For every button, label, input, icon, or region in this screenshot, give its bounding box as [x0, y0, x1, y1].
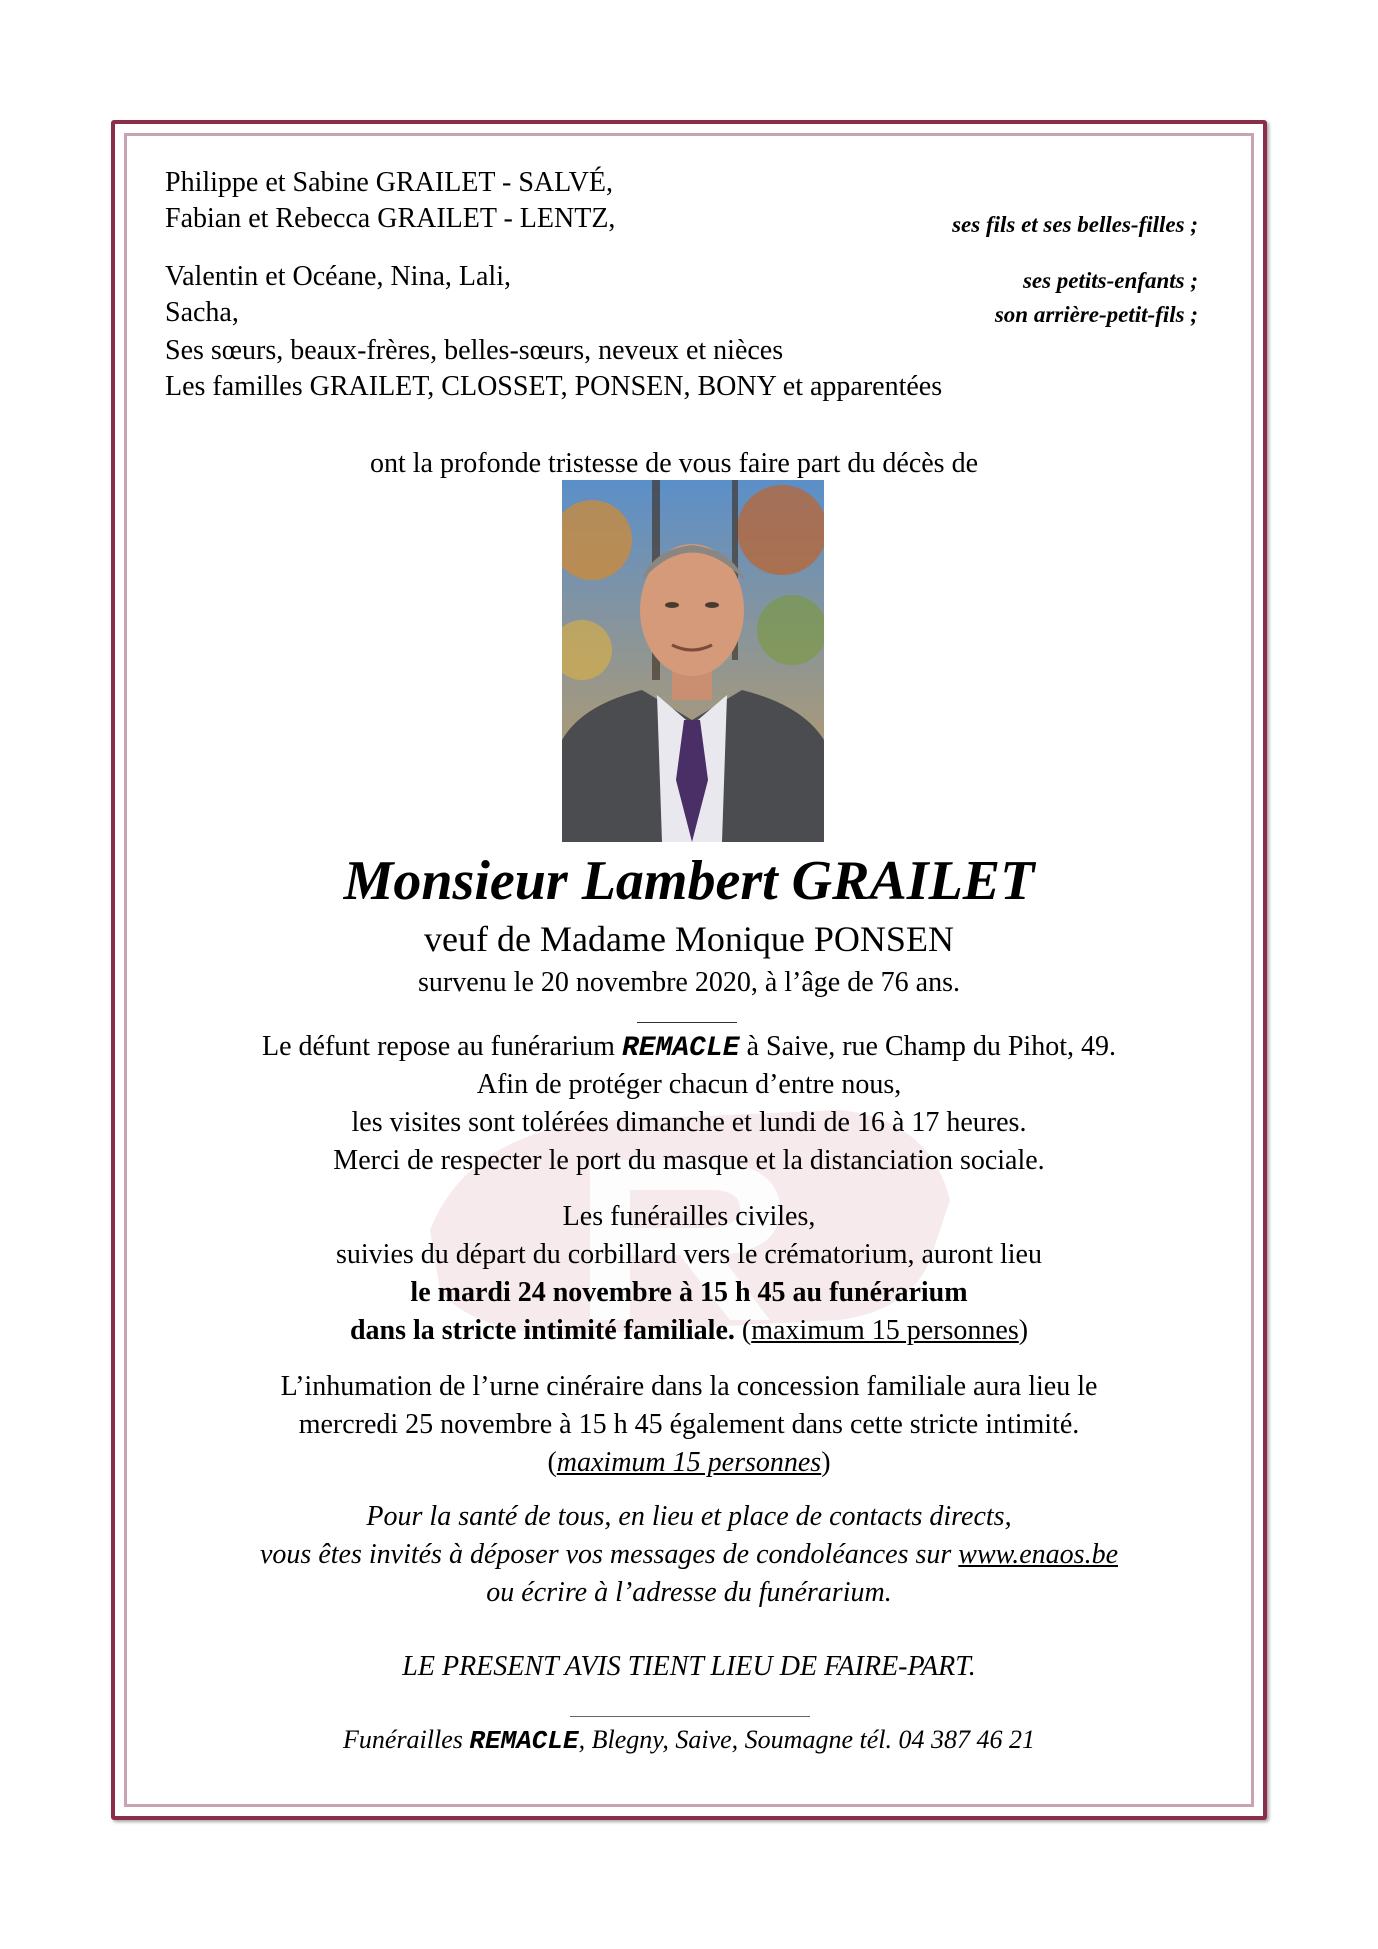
footer-post: , Blegny, Saive, Soumagne tél. 04 387 46 21	[578, 1725, 1035, 1754]
condolences-line-2	[111, 1538, 1267, 1572]
family-line-4: Sacha,	[165, 297, 239, 328]
notice-text: LE PRESENT AVIS TIENT LIEU DE FAIRE-PART.	[402, 1651, 976, 1682]
condolences-link[interactable]: www.enaos.be	[958, 1539, 1118, 1570]
portrait-photo	[562, 480, 824, 842]
family-line-5: Ses sœurs, beaux-frères, belles-sœurs, neveux et nièces	[165, 335, 784, 366]
funeral-paren-open: (	[741, 1315, 752, 1346]
footer-separator	[570, 1716, 810, 1717]
burial-line-2: mercredi 25 novembre à 15 h 45 également dans cette stricte intimité.	[298, 1409, 1080, 1440]
funeral-limit: maximum 15 personnes	[751, 1315, 1019, 1346]
rest-line-1-address: à Saive, rue Champ du Pihot, 49.	[746, 1031, 1116, 1062]
family-role-grandchildren: ses petits-enfants ;	[1022, 268, 1198, 293]
burial-line-1: L’inhumation de l’urne cinéraire dans la concession familiale aura lieu le	[280, 1371, 1098, 1402]
family-role-great-grandson: son arrière-petit-fils ;	[994, 302, 1198, 327]
footer-pre: Funérailles	[343, 1725, 463, 1754]
funeral-line-3: le mardi 24 novembre à 15 h 45 au funérarium	[410, 1277, 968, 1308]
rest-line-4: Merci de respecter le port du masque et la distanciation sociale.	[333, 1145, 1045, 1176]
announcement-text: ont la profonde tristesse de vous faire part du décès de	[369, 448, 978, 479]
condolences-line-3: ou écrire à l’adresse du funérarium.	[486, 1577, 892, 1608]
family-line-3: Valentin et Océane, Nina, Lali,	[165, 261, 511, 292]
rest-line-2: Afin de protéger chacun d’entre nous,	[476, 1069, 902, 1100]
separator-line	[637, 1022, 737, 1023]
family-role-sons: ses fils et ses belles-filles ;	[952, 212, 1198, 237]
funeral-line-2: suivies du départ du corbillard vers le crématorium, auront lieu	[335, 1239, 1042, 1270]
deceased-name: Monsieur Lambert GRAILET	[343, 850, 1035, 912]
condolences-line-1: Pour la santé de tous, en lieu et place de contacts directs,	[366, 1501, 1012, 1532]
footer-text	[111, 1724, 1267, 1757]
family-line-2: Fabian et Rebecca GRAILET - LENTZ,	[165, 203, 616, 234]
deceased-widower: veuf de Madame Monique PONSEN	[424, 919, 954, 959]
burial-limit: maximum 15 personnes	[556, 1447, 822, 1478]
burial-line-3	[111, 1446, 1267, 1480]
funeral-line-4	[111, 1314, 1267, 1348]
deceased-died: survenu le 20 novembre 2020, à l’âge de 76 ans.	[418, 967, 960, 998]
burial-paren-open: (	[547, 1447, 557, 1478]
condolences-line-2-text: vous êtes invités à déposer vos messages de condoléances sur	[260, 1539, 952, 1570]
family-line-6: Les familles GRAILET, CLOSSET, PONSEN, BONY et apparentées	[165, 371, 943, 402]
footer-brand-remacle: REMACLE	[469, 1726, 579, 1756]
funeral-intimacy: dans la stricte intimité familiale.	[349, 1315, 735, 1346]
funeral-line-1: Les funérailles civiles,	[562, 1201, 816, 1232]
rest-brand-remacle: REMACLE	[621, 1033, 740, 1064]
family-line-1: Philippe et Sabine GRAILET - SALVÉ,	[165, 167, 613, 198]
funeral-paren-close: )	[1018, 1315, 1029, 1346]
rest-line-3: les visites sont tolérées dimanche et lundi de 16 à 17 heures.	[351, 1107, 1027, 1138]
burial-paren-close: )	[821, 1447, 831, 1478]
rest-line-1-text: Le défunt repose au funérarium	[262, 1031, 615, 1062]
rest-line-1	[111, 1030, 1267, 1066]
